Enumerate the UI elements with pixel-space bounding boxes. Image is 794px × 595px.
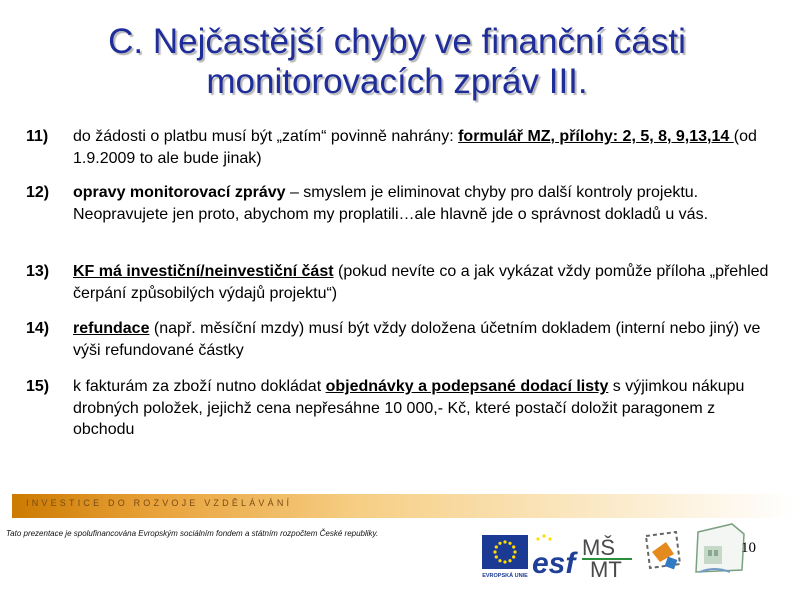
- item-text-part: – smyslem je eliminovat chyby pro další kontroly projektu. Neopravujete jen proto, abychom my proplatili…ale hlavně jde o správnost dokladů u vás.: [73, 184, 709, 223]
- partner-logo-building: [704, 546, 722, 564]
- eu-flag-field: [482, 535, 528, 569]
- esf-logo: [530, 533, 578, 579]
- eu-flag-logo: [482, 535, 528, 579]
- item-text-emphasis: objednávky a podepsané dodací listy: [325, 378, 609, 395]
- title-line-2: monitorovacích zpráv III.: [206, 62, 588, 101]
- item-text-part: k fakturám za zboží nutno dokládat: [73, 378, 326, 395]
- item-text-part: (od 1.9.2009 to ale bude jinak): [73, 128, 757, 167]
- eu-label: EVROPSKÁ UNIE: [482, 573, 528, 579]
- slide-title: [0, 22, 794, 102]
- msmt-logo: [580, 533, 634, 579]
- item-text: [73, 318, 773, 361]
- page-number: 10: [741, 540, 756, 556]
- item-text-part: (např. měsíční mzdy) musí být vždy doložena účetním dokladem (interní nebo jiný) ve výši refundované částky: [73, 320, 761, 359]
- op-vk-logo: [636, 528, 688, 578]
- item-text: [73, 376, 773, 441]
- item-text-emphasis: opravy monitorovací zprávy: [73, 184, 286, 201]
- title-line-1: C. Nejčastější chyby ve finanční části: [108, 22, 686, 61]
- esf-stars: [536, 534, 551, 540]
- item-text: [73, 182, 773, 225]
- item-text-part: (pokud nevíte co a jak vykázat vždy pomůže příloha „přehled čerpání způsobilých výdajů projektu“): [73, 263, 769, 302]
- item-text: [73, 261, 773, 304]
- item-number: 12): [26, 184, 50, 201]
- item-number: 11): [26, 128, 49, 145]
- item-text-emphasis: refundace: [73, 320, 150, 337]
- funding-footnote: Tato prezentace je spolufinancována Evropským sociálním fondem a státním rozpočtem České republiky.: [6, 529, 379, 538]
- item-text-part: s výjimkou nákupu drobných položek, jejichž cena nepřesáhne 10 000,- Kč, které postačí doložit paragonem z obchodu: [73, 378, 745, 438]
- op-vk-blue-piece: [665, 557, 678, 570]
- msmt-label-top: MŠ: [582, 535, 615, 560]
- msmt-label-bottom: MT: [590, 557, 622, 579]
- footer-band-text: INVESTICE DO ROZVOJE VZDĚLÁVÁNÍ: [26, 498, 293, 508]
- item-text-emphasis: KF má investiční/neinvestiční část: [73, 263, 334, 280]
- item-number: 13): [26, 263, 50, 280]
- item-text-part: do žádosti o platbu musí být „zatím“ povinně nahrány:: [73, 128, 459, 145]
- partner-building-logo: [690, 520, 748, 580]
- item-text-emphasis: formulář MZ, přílohy: 2, 5, 8, 9,13,14: [458, 128, 734, 145]
- esf-label: esf: [532, 547, 576, 579]
- item-text: [73, 126, 773, 169]
- item-number: 15): [26, 378, 50, 395]
- item-number: 14): [26, 320, 50, 337]
